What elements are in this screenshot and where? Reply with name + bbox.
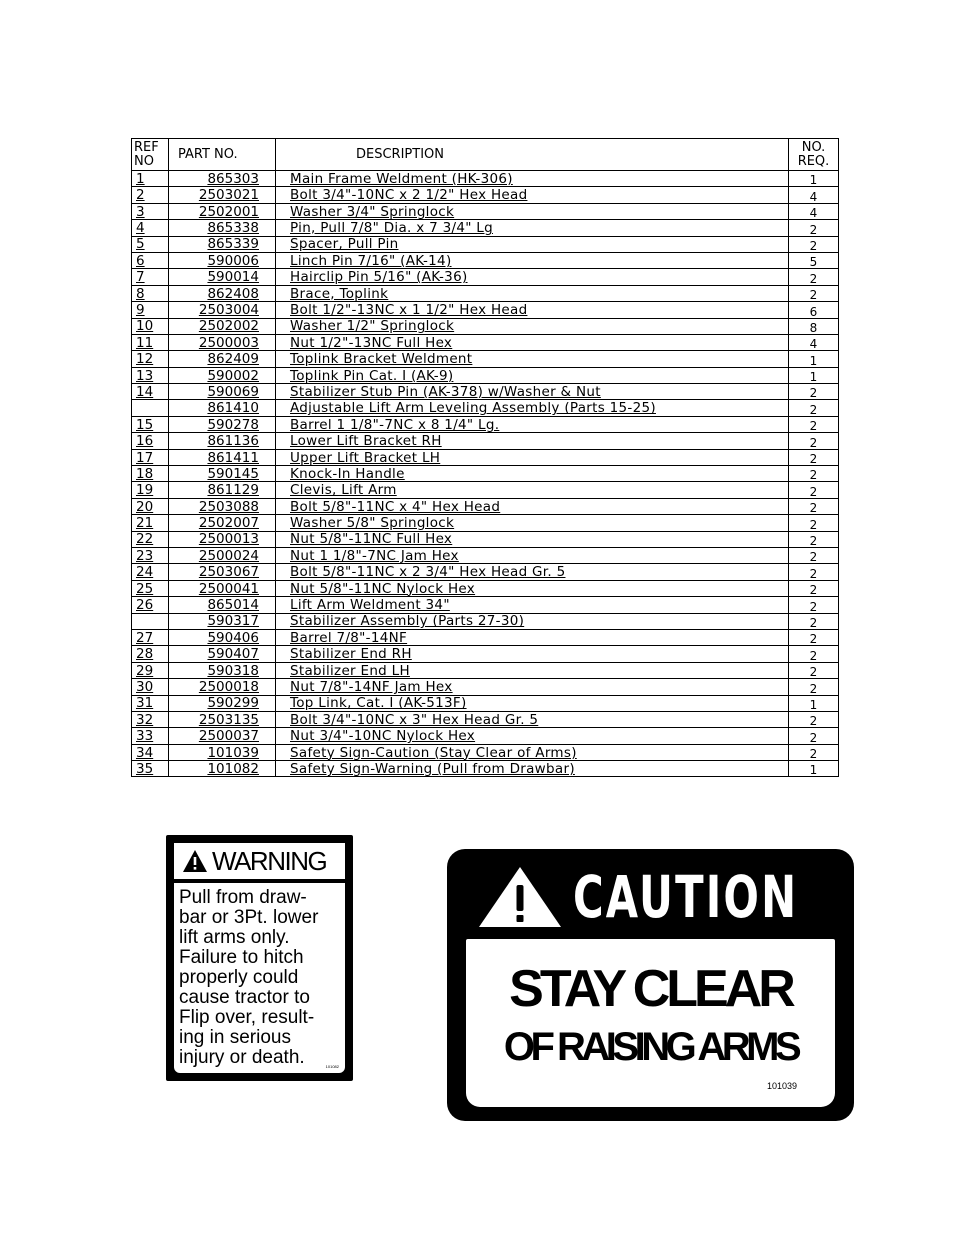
table-row	[132, 597, 839, 613]
description-cell: Stabilizer Stub Pin (AK-378) w/Washer & Nut	[276, 384, 789, 400]
description-cell: Knock-In Handle	[276, 466, 789, 482]
qty-req-cell: 2	[789, 629, 839, 645]
part-no-cell: 862409	[169, 351, 276, 367]
qty-req-cell: 1	[789, 695, 839, 711]
part-no-cell: 590002	[169, 367, 276, 383]
ref-no-cell: 8	[132, 285, 169, 301]
part-no-cell: 2500018	[169, 679, 276, 695]
ref-no-cell: 4	[132, 220, 169, 236]
qty-header-line1: NO.	[801, 139, 826, 155]
part-no-cell: 2503088	[169, 498, 276, 514]
qty-req-cell: 2	[789, 679, 839, 695]
table-row	[132, 547, 839, 563]
qty-req-cell: 2	[789, 531, 839, 547]
table-row	[132, 498, 839, 514]
description-cell: Nut 5/8"-11NC Full Hex	[276, 531, 789, 547]
description-cell: Spacer, Pull Pin	[276, 236, 789, 252]
part-no-cell: 590014	[169, 269, 276, 285]
description-cell: Pin, Pull 7/8" Dia. x 7 3/4" Lg	[276, 220, 789, 236]
table-row	[132, 449, 839, 465]
qty-req-cell: 6	[789, 302, 839, 318]
table-row	[132, 285, 839, 301]
part-no-cell: 590318	[169, 662, 276, 678]
description-cell: Washer 1/2" Springlock	[276, 318, 789, 334]
part-no-cell: 590406	[169, 629, 276, 645]
description-cell: Nut 5/8"-11NC Nylock Hex	[276, 580, 789, 596]
ref-no-cell: 21	[132, 515, 169, 531]
column-header-ref-no	[132, 139, 169, 171]
part-no-cell: 861129	[169, 482, 276, 498]
description-cell: Lower Lift Bracket RH	[276, 433, 789, 449]
description-cell: Adjustable Lift Arm Leveling Assembly (Parts 15-25)	[276, 400, 789, 416]
qty-req-cell: 4	[789, 187, 839, 203]
column-header-part-no: PART NO.	[169, 139, 276, 171]
table-row	[132, 171, 839, 187]
table-row	[132, 744, 839, 760]
ref-no-cell: 18	[132, 466, 169, 482]
part-no-cell: 2502002	[169, 318, 276, 334]
caution-sign-header	[477, 863, 886, 931]
table-row	[132, 400, 839, 416]
qty-req-cell: 2	[789, 449, 839, 465]
ref-no-cell: 2	[132, 187, 169, 203]
qty-req-cell: 2	[789, 728, 839, 744]
part-no-cell: 590145	[169, 466, 276, 482]
table-row	[132, 187, 839, 203]
ref-no-cell	[132, 613, 169, 629]
qty-req-cell: 2	[789, 711, 839, 727]
qty-req-cell: 2	[789, 416, 839, 432]
ref-no-cell: 27	[132, 629, 169, 645]
description-cell: Safety Sign-Caution (Stay Clear of Arms)	[276, 744, 789, 760]
table-row	[132, 220, 839, 236]
description-cell: Safety Sign-Warning (Pull from Drawbar)	[276, 761, 789, 777]
description-cell: Bolt 1/2"-13NC x 1 1/2" Hex Head	[276, 302, 789, 318]
qty-req-cell: 2	[789, 564, 839, 580]
qty-req-cell: 2	[789, 482, 839, 498]
caution-triangle-icon	[477, 865, 563, 929]
ref-no-cell: 22	[132, 531, 169, 547]
qty-req-cell: 2	[789, 662, 839, 678]
description-cell: Brace, Toplink	[276, 285, 789, 301]
column-header-no-req	[789, 139, 839, 171]
table-row	[132, 679, 839, 695]
ref-no-cell: 15	[132, 416, 169, 432]
table-row	[132, 646, 839, 662]
part-no-cell: 861136	[169, 433, 276, 449]
warning-sign-text: Pull from draw- bar or 3Pt. lower lift arms only. Failure to hitch properly could cause tractor to Flip over, result- ing in serious injury or death.	[179, 887, 319, 1068]
qty-req-cell: 2	[789, 220, 839, 236]
table-row	[132, 318, 839, 334]
table-row	[132, 416, 839, 432]
qty-req-cell: 1	[789, 351, 839, 367]
ref-no-cell: 5	[132, 236, 169, 252]
part-no-cell: 590069	[169, 384, 276, 400]
description-cell: Stabilizer End LH	[276, 662, 789, 678]
part-no-cell: 861410	[169, 400, 276, 416]
description-cell: Washer 5/8" Springlock	[276, 515, 789, 531]
description-cell: Bolt 5/8"-11NC x 2 3/4" Hex Head Gr. 5	[276, 564, 789, 580]
qty-req-cell: 2	[789, 285, 839, 301]
part-no-cell: 865339	[169, 236, 276, 252]
table-row	[132, 203, 839, 219]
qty-req-cell: 2	[789, 384, 839, 400]
table-row	[132, 580, 839, 596]
table-row	[132, 351, 839, 367]
caution-sign-line1: STAY CLEAR	[509, 960, 792, 1018]
table-row	[132, 252, 839, 268]
parts-list-table	[131, 138, 839, 777]
part-no-cell: 590278	[169, 416, 276, 432]
qty-req-cell: 2	[789, 646, 839, 662]
ref-no-cell: 12	[132, 351, 169, 367]
description-cell: Nut 1/2"-13NC Full Hex	[276, 334, 789, 350]
ref-no-cell: 28	[132, 646, 169, 662]
table-row	[132, 695, 839, 711]
ref-header-line2: NO	[134, 153, 154, 169]
table-row	[132, 613, 839, 629]
description-cell: Toplink Bracket Weldment	[276, 351, 789, 367]
table-row	[132, 515, 839, 531]
description-cell: Stabilizer End RH	[276, 646, 789, 662]
table-row	[132, 367, 839, 383]
ref-no-cell: 26	[132, 597, 169, 613]
description-cell: Bolt 3/4"-10NC x 2 1/2" Hex Head	[276, 187, 789, 203]
table-row	[132, 302, 839, 318]
ref-no-cell: 34	[132, 744, 169, 760]
warning-triangle-icon	[182, 849, 208, 873]
ref-no-cell: 19	[132, 482, 169, 498]
caution-sign-body	[466, 939, 835, 1107]
table-row	[132, 711, 839, 727]
table-row	[132, 466, 839, 482]
description-cell: Bolt 5/8"-11NC x 4" Hex Head	[276, 498, 789, 514]
warning-sign-body	[174, 883, 345, 1073]
description-cell: Bolt 3/4"-10NC x 3" Hex Head Gr. 5	[276, 711, 789, 727]
ref-no-cell: 9	[132, 302, 169, 318]
qty-req-cell: 2	[789, 515, 839, 531]
part-no-cell: 101039	[169, 744, 276, 760]
qty-req-cell: 2	[789, 433, 839, 449]
warning-sign-header	[174, 843, 345, 879]
ref-no-cell	[132, 400, 169, 416]
ref-no-cell: 20	[132, 498, 169, 514]
table-row	[132, 269, 839, 285]
part-no-cell: 101082	[169, 761, 276, 777]
table-row	[132, 662, 839, 678]
ref-no-cell: 24	[132, 564, 169, 580]
qty-req-cell: 4	[789, 203, 839, 219]
ref-no-cell: 30	[132, 679, 169, 695]
caution-sign-line2: OF RAISING ARMS	[503, 1025, 798, 1069]
ref-no-cell: 10	[132, 318, 169, 334]
ref-no-cell: 6	[132, 252, 169, 268]
description-cell: Nut 3/4"-10NC Nylock Hex	[276, 728, 789, 744]
description-cell: Stabilizer Assembly (Parts 27-30)	[276, 613, 789, 629]
part-no-cell: 2502001	[169, 203, 276, 219]
part-no-cell: 2500041	[169, 580, 276, 596]
column-header-description: DESCRIPTION	[276, 139, 789, 171]
qty-req-cell: 1	[789, 367, 839, 383]
qty-req-cell: 2	[789, 597, 839, 613]
qty-req-cell: 2	[789, 744, 839, 760]
part-no-cell: 2502007	[169, 515, 276, 531]
table-row	[132, 629, 839, 645]
description-cell: Washer 3/4" Springlock	[276, 203, 789, 219]
description-cell: Upper Lift Bracket LH	[276, 449, 789, 465]
description-cell: Toplink Pin Cat. I (AK-9)	[276, 367, 789, 383]
part-no-cell: 865014	[169, 597, 276, 613]
part-no-cell: 2503021	[169, 187, 276, 203]
part-no-cell: 590006	[169, 252, 276, 268]
ref-no-cell: 7	[132, 269, 169, 285]
ref-no-cell: 14	[132, 384, 169, 400]
qty-req-cell: 2	[789, 498, 839, 514]
table-row	[132, 236, 839, 252]
description-cell: Main Frame Weldment (HK-306)	[276, 171, 789, 187]
description-cell: Clevis, Lift Arm	[276, 482, 789, 498]
description-cell: Top Link, Cat. I (AK-513F)	[276, 695, 789, 711]
part-no-cell: 2500024	[169, 547, 276, 563]
description-cell: Barrel 7/8"-14NF	[276, 629, 789, 645]
ref-no-cell: 31	[132, 695, 169, 711]
table-row	[132, 728, 839, 744]
table-row	[132, 482, 839, 498]
qty-header-line2: REQ.	[797, 153, 830, 169]
part-no-cell: 590317	[169, 613, 276, 629]
caution-sign-code: 101039	[766, 1081, 797, 1091]
table-row	[132, 433, 839, 449]
description-cell: Lift Arm Weldment 34"	[276, 597, 789, 613]
description-cell: Linch Pin 7/16" (AK-14)	[276, 252, 789, 268]
qty-req-cell: 2	[789, 613, 839, 629]
description-cell: Nut 7/8"-14NF Jam Hex	[276, 679, 789, 695]
ref-header-line1: REF	[134, 139, 159, 155]
part-no-cell: 2500003	[169, 334, 276, 350]
part-no-cell: 2503004	[169, 302, 276, 318]
ref-no-cell: 29	[132, 662, 169, 678]
description-cell: Hairclip Pin 5/16" (AK-36)	[276, 269, 789, 285]
description-cell: Nut 1 1/8"-7NC Jam Hex	[276, 547, 789, 563]
parts-table-body	[132, 171, 839, 777]
table-row	[132, 384, 839, 400]
part-no-cell: 2500013	[169, 531, 276, 547]
ref-no-cell: 16	[132, 433, 169, 449]
caution-safety-sign	[447, 849, 854, 1121]
ref-no-cell: 17	[132, 449, 169, 465]
caution-sign-title: CAUTION	[573, 863, 799, 931]
ref-no-cell: 35	[132, 761, 169, 777]
part-no-cell: 2503067	[169, 564, 276, 580]
part-no-cell: 590299	[169, 695, 276, 711]
ref-no-cell: 32	[132, 711, 169, 727]
qty-req-cell: 2	[789, 547, 839, 563]
qty-req-cell: 2	[789, 466, 839, 482]
ref-no-cell: 23	[132, 547, 169, 563]
ref-no-cell: 11	[132, 334, 169, 350]
part-no-cell: 2503135	[169, 711, 276, 727]
table-header-row	[132, 139, 839, 171]
qty-req-cell: 1	[789, 761, 839, 777]
part-no-cell: 862408	[169, 285, 276, 301]
warning-sign-title: WARNING	[212, 845, 327, 876]
table-row	[132, 334, 839, 350]
table-row	[132, 531, 839, 547]
ref-no-cell: 13	[132, 367, 169, 383]
part-no-cell: 2500037	[169, 728, 276, 744]
qty-req-cell: 8	[789, 318, 839, 334]
ref-no-cell: 25	[132, 580, 169, 596]
ref-no-cell: 33	[132, 728, 169, 744]
part-no-cell: 861411	[169, 449, 276, 465]
warning-sign-code: 101082	[325, 1064, 339, 1069]
qty-req-cell: 2	[789, 236, 839, 252]
qty-req-cell: 2	[789, 269, 839, 285]
description-cell: Barrel 1 1/8"-7NC x 8 1/4" Lg.	[276, 416, 789, 432]
qty-req-cell: 1	[789, 171, 839, 187]
qty-req-cell: 2	[789, 580, 839, 596]
part-no-cell: 865338	[169, 220, 276, 236]
part-no-cell: 865303	[169, 171, 276, 187]
qty-req-cell: 2	[789, 400, 839, 416]
part-no-cell: 590407	[169, 646, 276, 662]
table-row	[132, 761, 839, 777]
qty-req-cell: 5	[789, 252, 839, 268]
table-row	[132, 564, 839, 580]
warning-safety-sign	[166, 835, 353, 1081]
qty-req-cell: 4	[789, 334, 839, 350]
ref-no-cell: 1	[132, 171, 169, 187]
ref-no-cell: 3	[132, 203, 169, 219]
